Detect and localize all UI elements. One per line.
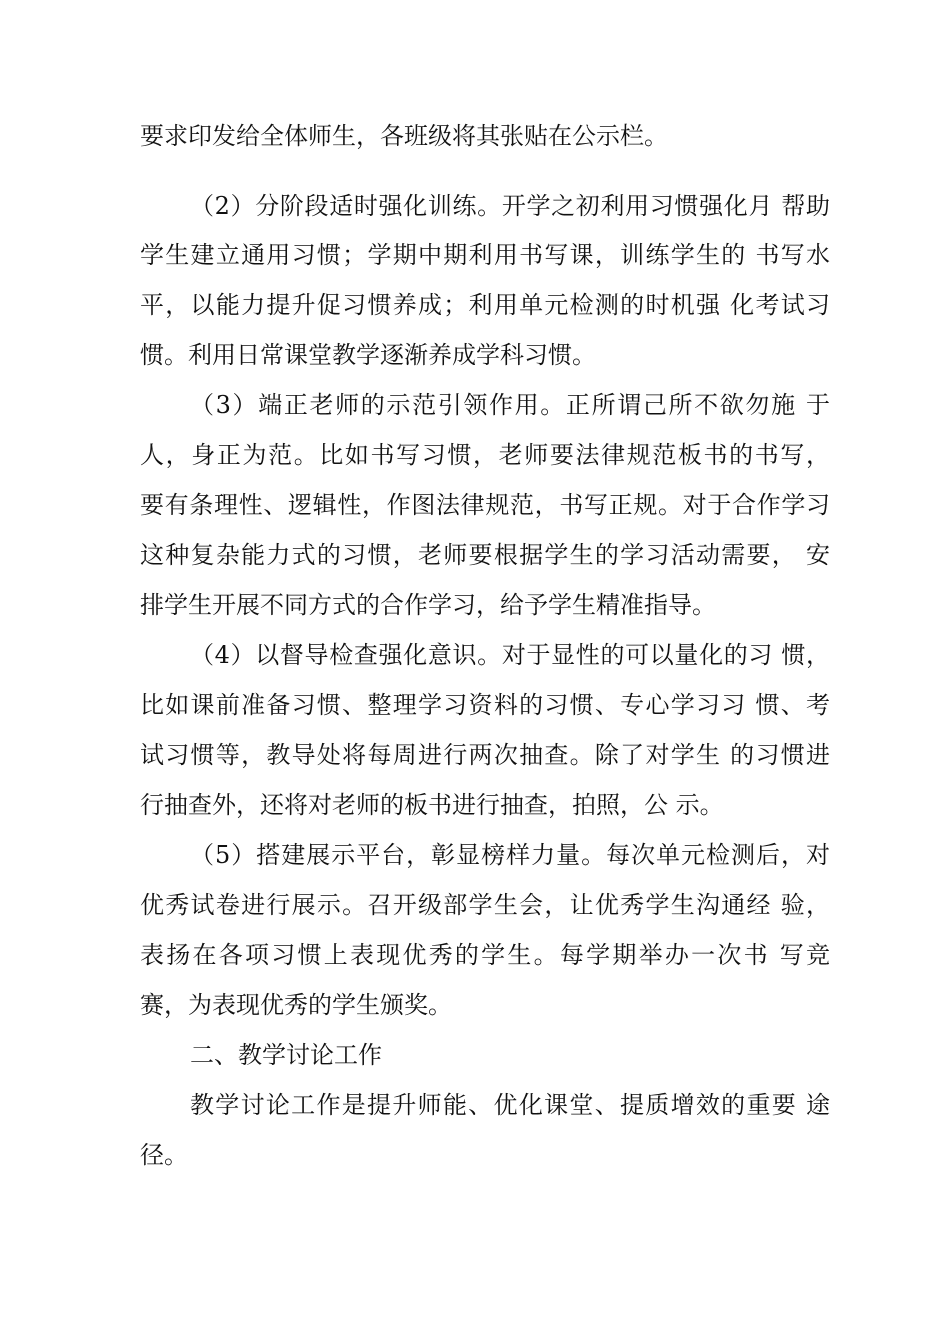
text-line-5: 惯。利用日常课堂教学逐渐养成学科习惯。 <box>140 341 596 369</box>
text-line-17: 表扬在各项习惯上表现优秀的学生。每学期举办一次书 写竞 <box>140 941 830 969</box>
text-line-9: 这种复杂能力式的习惯，老师要根据学生的学习活动需要， 安 <box>140 541 830 569</box>
text-line-11: （4）以督导检查强化意识。对于显性的可以量化的习 惯， <box>190 641 830 669</box>
text-line-10: 排学生开展不同方式的合作学习，给予学生精准指导。 <box>140 591 716 619</box>
text-line-4: 平，以能力提升促习惯养成；利用单元检测的时机强 化考试习 <box>140 291 830 319</box>
text-line-7: 人，身正为范。比如书写习惯，老师要法律规范板书的书写， <box>140 441 830 469</box>
text-line-20: 教学讨论工作是提升师能、优化课堂、提质增效的重要 途 <box>190 1091 830 1119</box>
text-line-1: 要求印发给全体师生，各班级将其张贴在公示栏。 <box>140 122 668 150</box>
text-line-14: 行抽查外，还将对老师的板书进行抽查，拍照，公 示。 <box>140 791 724 819</box>
text-line-15: （5）搭建展示平台，彰显榜样力量。每次单元检测后，对 <box>190 841 830 869</box>
text-line-2: （2）分阶段适时强化训练。开学之初利用习惯强化月 帮助 <box>190 192 830 220</box>
text-line-12: 比如课前准备习惯、整理学习资料的习惯、专心学习习 惯、考 <box>140 691 830 719</box>
section-heading: 二、教学讨论工作 <box>190 1041 382 1069</box>
text-line-18: 赛，为表现优秀的学生颁奖。 <box>140 991 452 1019</box>
text-line-21: 径。 <box>140 1141 188 1169</box>
text-line-16: 优秀试卷进行展示。召开级部学生会，让优秀学生沟通经 验， <box>140 891 830 919</box>
text-line-6: （3）端正老师的示范引领作用。正所谓己所不欲勿施 于 <box>190 391 830 419</box>
text-line-8: 要有条理性、逻辑性，作图法律规范，书写正规。对于合作学习 <box>140 491 830 519</box>
text-line-13: 试习惯等，教导处将每周进行两次抽查。除了对学生 的习惯进 <box>140 741 830 769</box>
text-line-3: 学生建立通用习惯；学期中期利用书写课，训练学生的 书写水 <box>140 241 830 269</box>
